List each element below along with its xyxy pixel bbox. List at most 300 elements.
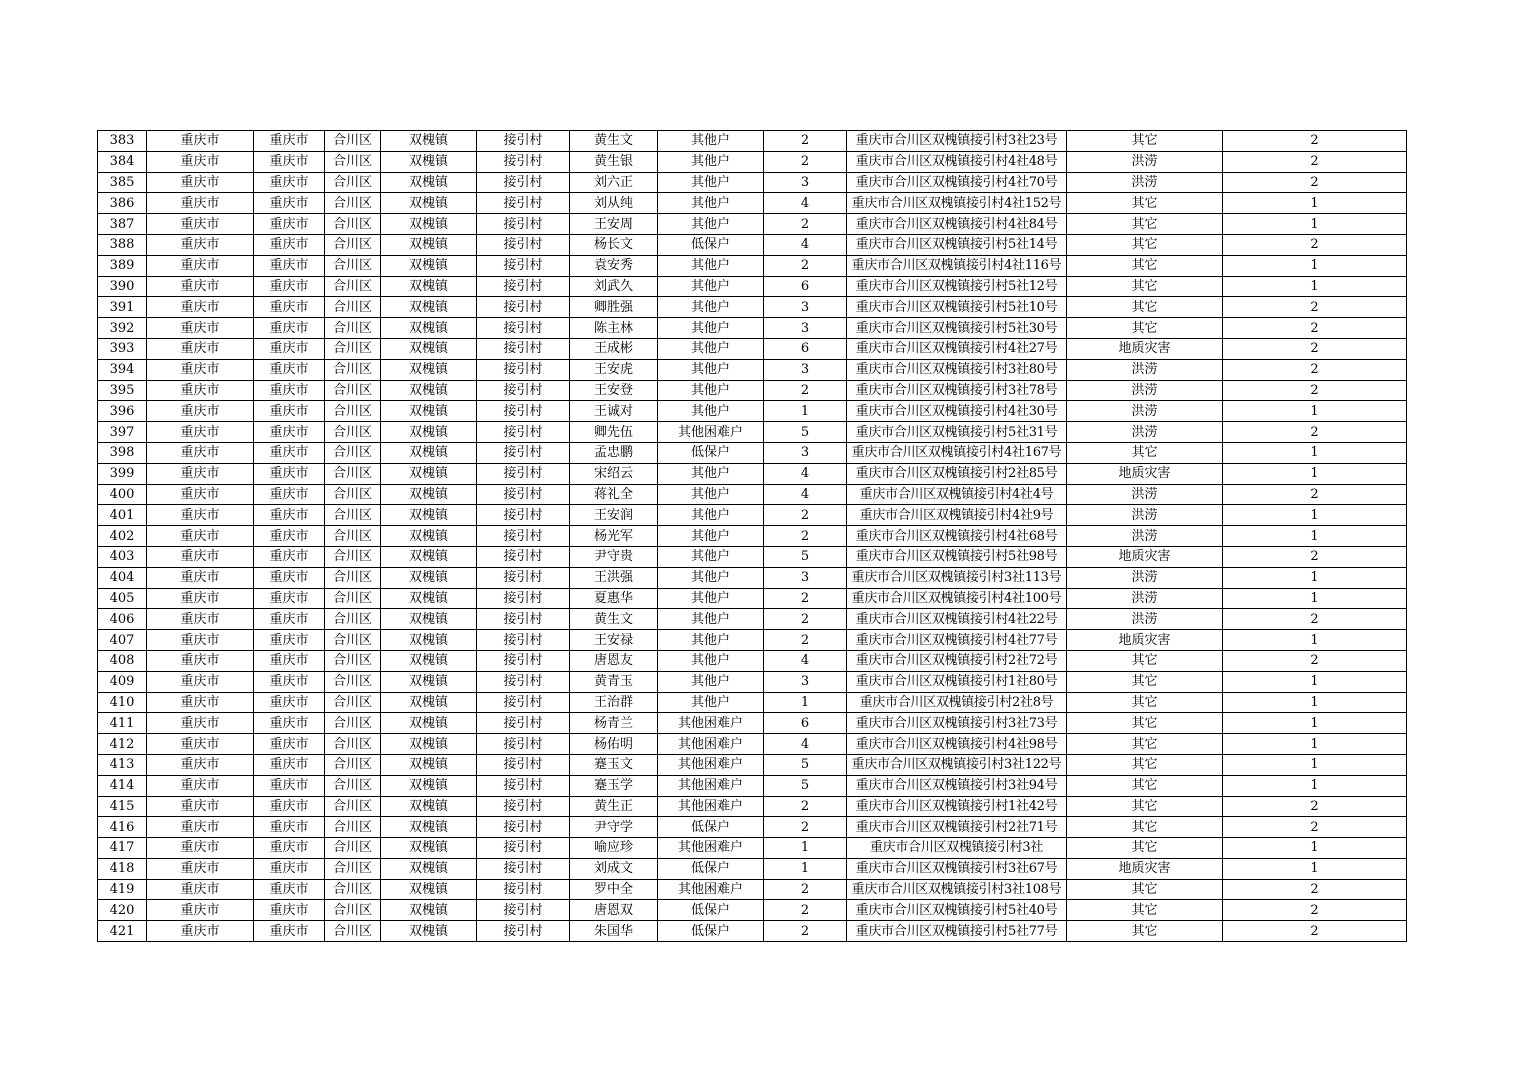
row-number-cell: 397 <box>98 422 147 443</box>
village-cell: 接引村 <box>477 255 570 276</box>
family-size-cell: 3 <box>764 172 847 193</box>
household-type-cell: 低保户 <box>658 234 764 255</box>
count-cell: 1 <box>1223 713 1407 734</box>
city-cell: 重庆市 <box>147 858 254 879</box>
household-type-cell: 其他困难户 <box>658 775 764 796</box>
disaster-type-cell: 其它 <box>1067 214 1223 235</box>
disaster-type-cell: 其它 <box>1067 817 1223 838</box>
row-number-cell: 400 <box>98 484 147 505</box>
town-cell: 双槐镇 <box>381 630 477 651</box>
count-cell: 1 <box>1223 692 1407 713</box>
municipality-cell: 重庆市 <box>254 193 325 214</box>
name-cell: 喻应珍 <box>570 838 658 859</box>
count-cell: 2 <box>1223 796 1407 817</box>
count-cell: 1 <box>1223 214 1407 235</box>
table-row <box>98 151 1407 172</box>
table-row <box>98 359 1407 380</box>
family-size-cell: 3 <box>764 442 847 463</box>
village-cell: 接引村 <box>477 900 570 921</box>
address-cell: 重庆市合川区双槐镇接引村3社67号 <box>847 858 1067 879</box>
town-cell: 双槐镇 <box>381 609 477 630</box>
address-cell: 重庆市合川区双槐镇接引村1社42号 <box>847 796 1067 817</box>
name-cell: 朱国华 <box>570 921 658 942</box>
family-size-cell: 4 <box>764 484 847 505</box>
town-cell: 双槐镇 <box>381 151 477 172</box>
table-row <box>98 526 1407 547</box>
district-cell: 合川区 <box>325 796 381 817</box>
table-row <box>98 796 1407 817</box>
village-cell: 接引村 <box>477 588 570 609</box>
family-size-cell: 4 <box>764 650 847 671</box>
table-row <box>98 671 1407 692</box>
village-cell: 接引村 <box>477 401 570 422</box>
municipality-cell: 重庆市 <box>254 650 325 671</box>
town-cell: 双槐镇 <box>381 775 477 796</box>
family-size-cell: 2 <box>764 214 847 235</box>
name-cell: 王安禄 <box>570 630 658 651</box>
count-cell: 2 <box>1223 172 1407 193</box>
table-row <box>98 505 1407 526</box>
village-cell: 接引村 <box>477 214 570 235</box>
family-size-cell: 3 <box>764 359 847 380</box>
district-cell: 合川区 <box>325 526 381 547</box>
municipality-cell: 重庆市 <box>254 131 325 152</box>
name-cell: 唐恩双 <box>570 900 658 921</box>
name-cell: 黄生银 <box>570 151 658 172</box>
household-type-cell: 其他困难户 <box>658 713 764 734</box>
table-row <box>98 276 1407 297</box>
address-cell: 重庆市合川区双槐镇接引村4社100号 <box>847 588 1067 609</box>
municipality-cell: 重庆市 <box>254 796 325 817</box>
town-cell: 双槐镇 <box>381 401 477 422</box>
village-cell: 接引村 <box>477 193 570 214</box>
city-cell: 重庆市 <box>147 734 254 755</box>
disaster-type-cell: 其它 <box>1067 297 1223 318</box>
table-row <box>98 422 1407 443</box>
city-cell: 重庆市 <box>147 900 254 921</box>
village-cell: 接引村 <box>477 567 570 588</box>
name-cell: 王安登 <box>570 380 658 401</box>
municipality-cell: 重庆市 <box>254 442 325 463</box>
district-cell: 合川区 <box>325 900 381 921</box>
household-type-cell: 其他户 <box>658 588 764 609</box>
name-cell: 杨青兰 <box>570 713 658 734</box>
table-row <box>98 442 1407 463</box>
town-cell: 双槐镇 <box>381 546 477 567</box>
row-number-cell: 417 <box>98 838 147 859</box>
count-cell: 1 <box>1223 463 1407 484</box>
count-cell: 1 <box>1223 401 1407 422</box>
household-type-cell: 其他困难户 <box>658 422 764 443</box>
count-cell: 2 <box>1223 151 1407 172</box>
count-cell: 2 <box>1223 422 1407 443</box>
city-cell: 重庆市 <box>147 567 254 588</box>
family-size-cell: 3 <box>764 671 847 692</box>
household-type-cell: 其他户 <box>658 671 764 692</box>
municipality-cell: 重庆市 <box>254 630 325 651</box>
household-type-cell: 其他户 <box>658 401 764 422</box>
table-row <box>98 900 1407 921</box>
address-cell: 重庆市合川区双槐镇接引村2社8号 <box>847 692 1067 713</box>
city-cell: 重庆市 <box>147 380 254 401</box>
village-cell: 接引村 <box>477 692 570 713</box>
name-cell: 王诚对 <box>570 401 658 422</box>
city-cell: 重庆市 <box>147 754 254 775</box>
disaster-type-cell: 其它 <box>1067 234 1223 255</box>
row-number-cell: 386 <box>98 193 147 214</box>
count-cell: 2 <box>1223 297 1407 318</box>
family-size-cell: 2 <box>764 131 847 152</box>
town-cell: 双槐镇 <box>381 526 477 547</box>
disaster-type-cell: 洪涝 <box>1067 484 1223 505</box>
town-cell: 双槐镇 <box>381 422 477 443</box>
city-cell: 重庆市 <box>147 546 254 567</box>
count-cell: 1 <box>1223 255 1407 276</box>
family-size-cell: 2 <box>764 151 847 172</box>
disaster-type-cell: 洪涝 <box>1067 359 1223 380</box>
disaster-type-cell: 其它 <box>1067 775 1223 796</box>
row-number-cell: 391 <box>98 297 147 318</box>
town-cell: 双槐镇 <box>381 713 477 734</box>
city-cell: 重庆市 <box>147 255 254 276</box>
town-cell: 双槐镇 <box>381 692 477 713</box>
row-number-cell: 401 <box>98 505 147 526</box>
city-cell: 重庆市 <box>147 879 254 900</box>
town-cell: 双槐镇 <box>381 900 477 921</box>
name-cell: 王洪强 <box>570 567 658 588</box>
city-cell: 重庆市 <box>147 588 254 609</box>
table-row <box>98 838 1407 859</box>
address-cell: 重庆市合川区双槐镇接引村5社31号 <box>847 422 1067 443</box>
count-cell: 2 <box>1223 921 1407 942</box>
household-type-cell: 低保户 <box>658 442 764 463</box>
name-cell: 杨佑明 <box>570 734 658 755</box>
district-cell: 合川区 <box>325 463 381 484</box>
name-cell: 尹守学 <box>570 817 658 838</box>
city-cell: 重庆市 <box>147 297 254 318</box>
table-row <box>98 713 1407 734</box>
district-cell: 合川区 <box>325 255 381 276</box>
municipality-cell: 重庆市 <box>254 671 325 692</box>
table-row <box>98 380 1407 401</box>
disaster-type-cell: 地质灾害 <box>1067 338 1223 359</box>
count-cell: 1 <box>1223 526 1407 547</box>
town-cell: 双槐镇 <box>381 505 477 526</box>
address-cell: 重庆市合川区双槐镇接引村5社10号 <box>847 297 1067 318</box>
household-type-cell: 其他户 <box>658 692 764 713</box>
municipality-cell: 重庆市 <box>254 276 325 297</box>
district-cell: 合川区 <box>325 318 381 339</box>
table-row <box>98 692 1407 713</box>
row-number-cell: 409 <box>98 671 147 692</box>
family-size-cell: 2 <box>764 900 847 921</box>
municipality-cell: 重庆市 <box>254 255 325 276</box>
district-cell: 合川区 <box>325 276 381 297</box>
family-size-cell: 3 <box>764 297 847 318</box>
address-cell: 重庆市合川区双槐镇接引村4社22号 <box>847 609 1067 630</box>
district-cell: 合川区 <box>325 630 381 651</box>
disaster-type-cell: 其它 <box>1067 713 1223 734</box>
row-number-cell: 406 <box>98 609 147 630</box>
family-size-cell: 1 <box>764 401 847 422</box>
city-cell: 重庆市 <box>147 817 254 838</box>
disaster-type-cell: 其它 <box>1067 255 1223 276</box>
city-cell: 重庆市 <box>147 234 254 255</box>
count-cell: 2 <box>1223 817 1407 838</box>
municipality-cell: 重庆市 <box>254 588 325 609</box>
name-cell: 王成彬 <box>570 338 658 359</box>
municipality-cell: 重庆市 <box>254 900 325 921</box>
village-cell: 接引村 <box>477 921 570 942</box>
family-size-cell: 2 <box>764 921 847 942</box>
address-cell: 重庆市合川区双槐镇接引村4社98号 <box>847 734 1067 755</box>
disaster-type-cell: 其它 <box>1067 838 1223 859</box>
table-row <box>98 754 1407 775</box>
disaster-type-cell: 洪涝 <box>1067 380 1223 401</box>
disaster-type-cell: 洪涝 <box>1067 401 1223 422</box>
family-size-cell: 6 <box>764 276 847 297</box>
district-cell: 合川区 <box>325 359 381 380</box>
family-size-cell: 1 <box>764 692 847 713</box>
municipality-cell: 重庆市 <box>254 692 325 713</box>
table-row <box>98 484 1407 505</box>
count-cell: 1 <box>1223 442 1407 463</box>
table-row <box>98 817 1407 838</box>
village-cell: 接引村 <box>477 671 570 692</box>
household-type-cell: 其他户 <box>658 151 764 172</box>
household-type-cell: 其他户 <box>658 609 764 630</box>
disaster-type-cell: 其它 <box>1067 193 1223 214</box>
row-number-cell: 419 <box>98 879 147 900</box>
household-type-cell: 其他困难户 <box>658 734 764 755</box>
count-cell: 1 <box>1223 858 1407 879</box>
row-number-cell: 416 <box>98 817 147 838</box>
village-cell: 接引村 <box>477 630 570 651</box>
household-type-cell: 其他户 <box>658 172 764 193</box>
town-cell: 双槐镇 <box>381 131 477 152</box>
disaster-type-cell: 洪涝 <box>1067 505 1223 526</box>
family-size-cell: 6 <box>764 713 847 734</box>
row-number-cell: 405 <box>98 588 147 609</box>
village-cell: 接引村 <box>477 650 570 671</box>
family-size-cell: 2 <box>764 879 847 900</box>
address-cell: 重庆市合川区双槐镇接引村3社80号 <box>847 359 1067 380</box>
district-cell: 合川区 <box>325 484 381 505</box>
table-row <box>98 401 1407 422</box>
table-row <box>98 338 1407 359</box>
count-cell: 2 <box>1223 484 1407 505</box>
row-number-cell: 420 <box>98 900 147 921</box>
village-cell: 接引村 <box>477 297 570 318</box>
table-row <box>98 234 1407 255</box>
table-row <box>98 546 1407 567</box>
village-cell: 接引村 <box>477 879 570 900</box>
address-cell: 重庆市合川区双槐镇接引村3社94号 <box>847 775 1067 796</box>
family-size-cell: 4 <box>764 234 847 255</box>
name-cell: 杨长文 <box>570 234 658 255</box>
table-body <box>98 131 1407 942</box>
document-sheet <box>97 130 1406 942</box>
district-cell: 合川区 <box>325 151 381 172</box>
village-cell: 接引村 <box>477 442 570 463</box>
row-number-cell: 414 <box>98 775 147 796</box>
table-row <box>98 858 1407 879</box>
address-cell: 重庆市合川区双槐镇接引村5社98号 <box>847 546 1067 567</box>
row-number-cell: 421 <box>98 921 147 942</box>
household-type-cell: 其他困难户 <box>658 879 764 900</box>
address-cell: 重庆市合川区双槐镇接引村2社72号 <box>847 650 1067 671</box>
count-cell: 2 <box>1223 546 1407 567</box>
city-cell: 重庆市 <box>147 214 254 235</box>
address-cell: 重庆市合川区双槐镇接引村4社68号 <box>847 526 1067 547</box>
name-cell: 刘成文 <box>570 858 658 879</box>
city-cell: 重庆市 <box>147 650 254 671</box>
district-cell: 合川区 <box>325 713 381 734</box>
address-cell: 重庆市合川区双槐镇接引村4社48号 <box>847 151 1067 172</box>
district-cell: 合川区 <box>325 588 381 609</box>
municipality-cell: 重庆市 <box>254 359 325 380</box>
row-number-cell: 389 <box>98 255 147 276</box>
town-cell: 双槐镇 <box>381 921 477 942</box>
disaster-type-cell: 地质灾害 <box>1067 463 1223 484</box>
town-cell: 双槐镇 <box>381 380 477 401</box>
district-cell: 合川区 <box>325 131 381 152</box>
municipality-cell: 重庆市 <box>254 858 325 879</box>
row-number-cell: 411 <box>98 713 147 734</box>
village-cell: 接引村 <box>477 713 570 734</box>
table-row <box>98 214 1407 235</box>
city-cell: 重庆市 <box>147 442 254 463</box>
municipality-cell: 重庆市 <box>254 297 325 318</box>
municipality-cell: 重庆市 <box>254 505 325 526</box>
row-number-cell: 393 <box>98 338 147 359</box>
city-cell: 重庆市 <box>147 276 254 297</box>
town-cell: 双槐镇 <box>381 796 477 817</box>
family-size-cell: 3 <box>764 318 847 339</box>
city-cell: 重庆市 <box>147 338 254 359</box>
municipality-cell: 重庆市 <box>254 151 325 172</box>
table-row <box>98 318 1407 339</box>
row-number-cell: 418 <box>98 858 147 879</box>
family-size-cell: 2 <box>764 609 847 630</box>
table-row <box>98 609 1407 630</box>
address-cell: 重庆市合川区双槐镇接引村2社71号 <box>847 817 1067 838</box>
municipality-cell: 重庆市 <box>254 338 325 359</box>
row-number-cell: 413 <box>98 754 147 775</box>
village-cell: 接引村 <box>477 838 570 859</box>
count-cell: 2 <box>1223 131 1407 152</box>
city-cell: 重庆市 <box>147 151 254 172</box>
municipality-cell: 重庆市 <box>254 567 325 588</box>
municipality-cell: 重庆市 <box>254 921 325 942</box>
disaster-type-cell: 地质灾害 <box>1067 630 1223 651</box>
household-type-cell: 其他户 <box>658 338 764 359</box>
household-type-cell: 其他户 <box>658 505 764 526</box>
disaster-type-cell: 其它 <box>1067 921 1223 942</box>
address-cell: 重庆市合川区双槐镇接引村3社78号 <box>847 380 1067 401</box>
row-number-cell: 408 <box>98 650 147 671</box>
disaster-type-cell: 洪涝 <box>1067 588 1223 609</box>
family-size-cell: 2 <box>764 505 847 526</box>
town-cell: 双槐镇 <box>381 359 477 380</box>
household-type-cell: 其他户 <box>658 359 764 380</box>
name-cell: 黄青玉 <box>570 671 658 692</box>
name-cell: 杨光军 <box>570 526 658 547</box>
district-cell: 合川区 <box>325 671 381 692</box>
district-cell: 合川区 <box>325 422 381 443</box>
name-cell: 孟忠鹏 <box>570 442 658 463</box>
village-cell: 接引村 <box>477 172 570 193</box>
disaster-type-cell: 其它 <box>1067 734 1223 755</box>
town-cell: 双槐镇 <box>381 338 477 359</box>
name-cell: 黄生正 <box>570 796 658 817</box>
disaster-type-cell: 洪涝 <box>1067 609 1223 630</box>
town-cell: 双槐镇 <box>381 255 477 276</box>
family-size-cell: 2 <box>764 380 847 401</box>
disaster-type-cell: 其它 <box>1067 692 1223 713</box>
district-cell: 合川区 <box>325 609 381 630</box>
town-cell: 双槐镇 <box>381 442 477 463</box>
city-cell: 重庆市 <box>147 463 254 484</box>
city-cell: 重庆市 <box>147 713 254 734</box>
municipality-cell: 重庆市 <box>254 214 325 235</box>
household-type-cell: 其他户 <box>658 255 764 276</box>
district-cell: 合川区 <box>325 775 381 796</box>
city-cell: 重庆市 <box>147 671 254 692</box>
household-type-cell: 其他困难户 <box>658 838 764 859</box>
city-cell: 重庆市 <box>147 796 254 817</box>
name-cell: 刘武久 <box>570 276 658 297</box>
table-row <box>98 734 1407 755</box>
household-type-cell: 其他户 <box>658 630 764 651</box>
district-cell: 合川区 <box>325 380 381 401</box>
address-cell: 重庆市合川区双槐镇接引村1社80号 <box>847 671 1067 692</box>
disaster-type-cell: 其它 <box>1067 650 1223 671</box>
name-cell: 袁安秀 <box>570 255 658 276</box>
address-cell: 重庆市合川区双槐镇接引村3社 <box>847 838 1067 859</box>
table-row <box>98 255 1407 276</box>
count-cell: 1 <box>1223 505 1407 526</box>
address-cell: 重庆市合川区双槐镇接引村4社167号 <box>847 442 1067 463</box>
town-cell: 双槐镇 <box>381 588 477 609</box>
family-size-cell: 5 <box>764 422 847 443</box>
city-cell: 重庆市 <box>147 921 254 942</box>
municipality-cell: 重庆市 <box>254 463 325 484</box>
row-number-cell: 415 <box>98 796 147 817</box>
row-number-cell: 392 <box>98 318 147 339</box>
municipality-cell: 重庆市 <box>254 234 325 255</box>
table-row <box>98 172 1407 193</box>
family-size-cell: 4 <box>764 193 847 214</box>
row-number-cell: 394 <box>98 359 147 380</box>
town-cell: 双槐镇 <box>381 214 477 235</box>
family-size-cell: 4 <box>764 463 847 484</box>
village-cell: 接引村 <box>477 131 570 152</box>
family-size-cell: 3 <box>764 567 847 588</box>
household-type-cell: 低保户 <box>658 921 764 942</box>
count-cell: 1 <box>1223 630 1407 651</box>
family-size-cell: 5 <box>764 546 847 567</box>
municipality-cell: 重庆市 <box>254 775 325 796</box>
district-cell: 合川区 <box>325 505 381 526</box>
village-cell: 接引村 <box>477 484 570 505</box>
district-cell: 合川区 <box>325 754 381 775</box>
town-cell: 双槐镇 <box>381 754 477 775</box>
family-size-cell: 5 <box>764 775 847 796</box>
row-number-cell: 388 <box>98 234 147 255</box>
name-cell: 王安润 <box>570 505 658 526</box>
disaster-type-cell: 其它 <box>1067 442 1223 463</box>
